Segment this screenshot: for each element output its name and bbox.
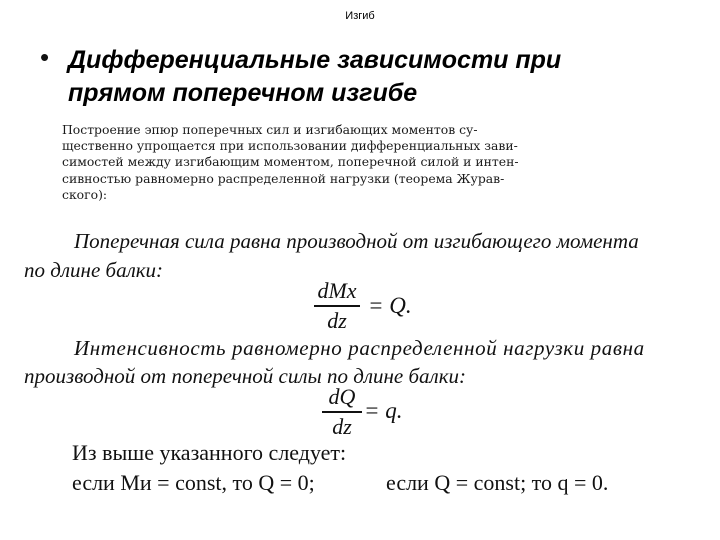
intro-line: щественно упрощается при использовании дифференциальных зави-: [62, 138, 518, 154]
formula-denominator: dz: [327, 307, 347, 333]
intro-line: сивностью равномерно распределенной нагрузки (теорема Журав-: [62, 170, 505, 186]
conclusion-heading: Из выше указанного следует:: [72, 440, 347, 465]
statement-shear-force: Поперечная сила равна производной от изгибающего момента: [74, 229, 639, 253]
formula-denominator: dz: [332, 413, 352, 439]
formula-dmx-dz: [314, 278, 360, 334]
formula-numerator: dMx: [317, 278, 357, 303]
slide-heading: [68, 44, 561, 110]
formula-numerator: dQ: [328, 384, 356, 409]
bullet-point-icon: •: [40, 42, 50, 72]
intro-paragraph: [62, 122, 542, 203]
statement-shear-force-cont: по длине балки:: [24, 258, 164, 282]
slide-title: Изгиб: [345, 10, 375, 22]
conclusion-case-moment: если Mи = const, то Q = 0;: [72, 470, 315, 495]
heading-line-1: Дифференциальные зависимости при: [68, 46, 562, 74]
heading-line-2: прямом поперечном изгибе: [68, 79, 418, 107]
formula-dq-dz: [322, 384, 362, 440]
intro-line: симостей между изгибающим моментом, поперечной силой и интен-: [62, 154, 519, 170]
formula-rhs: = q.: [364, 398, 403, 423]
fraction-bar: [314, 305, 360, 307]
conclusion-case-shear: если Q = const; то q = 0.: [386, 470, 609, 495]
statement-load-intensity-cont: производной от поперечной силы по длине балки:: [24, 364, 467, 388]
intro-line: Построение эпюр поперечных сил и изгибающих моментов су-: [62, 122, 478, 137]
formula-rhs: = Q.: [368, 293, 412, 318]
intro-line: ского):: [62, 186, 108, 202]
statement-load-intensity: Интенсивность равномерно распределенной нагрузки равна: [74, 336, 645, 360]
fraction-bar: [322, 411, 362, 413]
